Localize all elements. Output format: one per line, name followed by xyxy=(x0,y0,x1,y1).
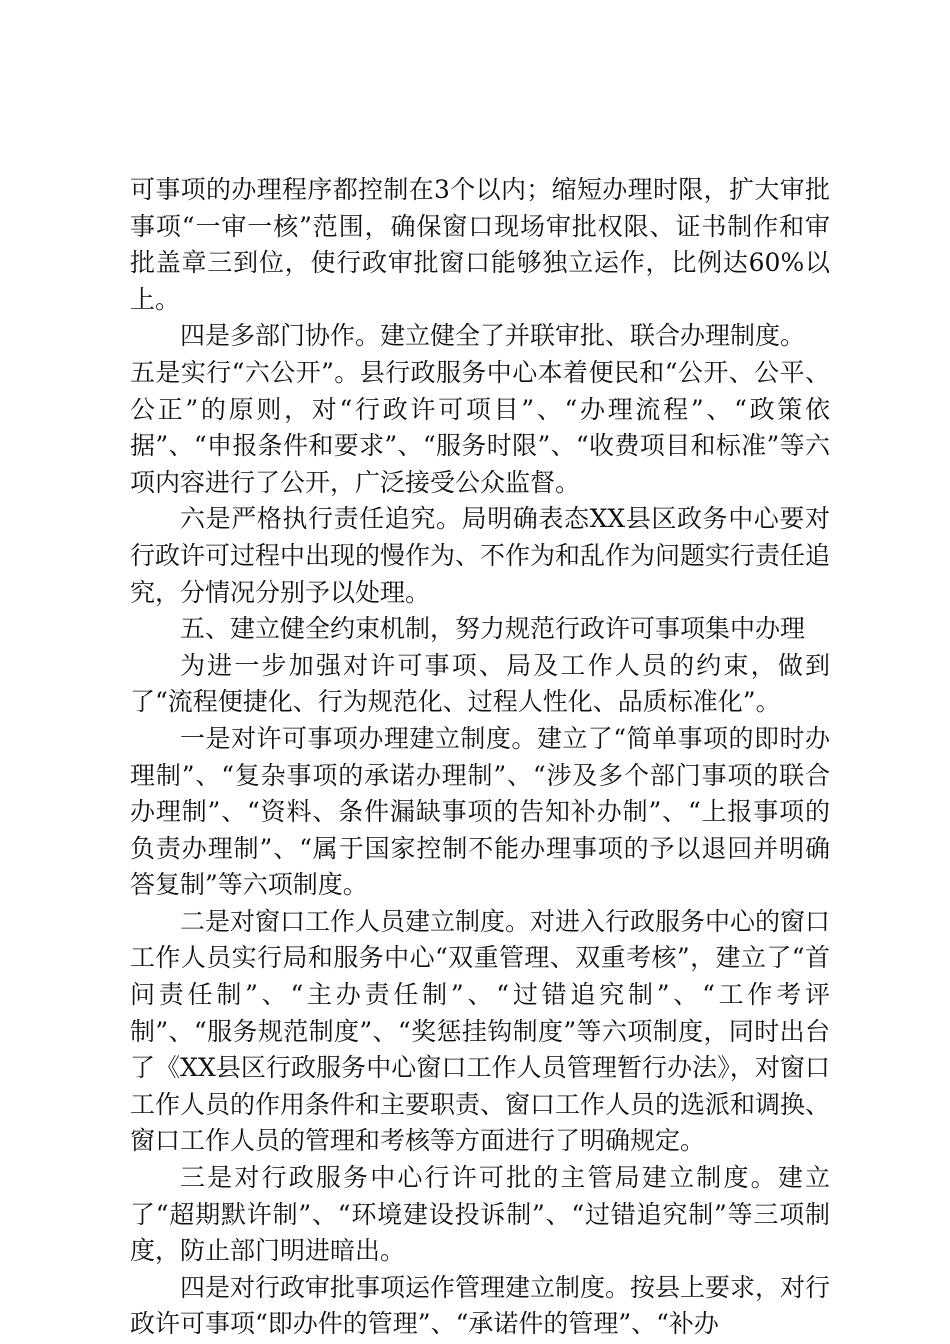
paragraph-8: 二是对窗口工作人员建立制度。对进入行政服务中心的窗口工作人员实行局和服务中心“双重管理、双重考核”，建立了“首问责任制”、“主办责任制”、“过错追究制”、“工作考评制”、“服务规范制度”、“奖惩挂钩制度”等六项制度，同时出台了《XX县区行政服务中心窗口工作人员管理暂行办法》，对窗口工作人员的作用条件和主要职责、窗口工作人员的选派和调换、窗口工作人员的管理和考核等方面进行了明确规定。 xyxy=(130,906,831,1156)
paragraph-1: 可事项的办理程序都控制在3个以内；缩短办理时限，扩大审批事项“一审一核”范围，确保窗口现场审批权限、证书制作和审批盖章三到位，使行政审批窗口能够独立运作，比例达60%以上。 xyxy=(130,175,830,314)
paragraph-4: 六是严格执行责任追究。局明确表态XX县区政务中心要对行政许可过程中出现的慢作为、不作为和乱作为问题实行责任追究，分情况分别予以处理。 xyxy=(130,504,831,607)
paragraph-2: 四是多部门协作。建立健全了并联审批、联合办理制度。 xyxy=(180,321,806,351)
section-heading: 五、建立健全约束机制，努力规范行政许可事项集中办理 xyxy=(180,614,806,644)
paragraph-7: 一是对许可事项办理建立制度。建立了“简单事项的即时办理制”、“复杂事项的承诺办理制”、“涉及多个部门事项的联合办理制”、“资料、条件漏缺事项的告知补办制”、“上报事项的负责办理制”、“属于国家控制不能办理事项的予以退回并明确答复制”等六项制度。 xyxy=(130,723,830,900)
paragraph-6: 为进一步加强对许可事项、局及工作人员的约束，做到了“流程便捷化、行为规范化、过程人性化、品质标准化”。 xyxy=(130,650,830,717)
paragraph-10: 四是对行政审批事项运作管理建立制度。按县上要求，对行政许可事项“即办件的管理”、“承诺件的管理”、“补办 xyxy=(130,1272,831,1339)
paragraph-9: 三是对行政服务中心行许可批的主管局建立制度。建立了“超期默许制”、“环境建设投诉制”、“过错追究制”等三项制度，防止部门明进暗出。 xyxy=(130,1163,830,1266)
paragraph-3: 五是实行“六公开”。县行政服务中心本着便民和“公开、公平、公正”的原则，对“行政许可项目”、“办理流程”、“政策依据”、“申报条件和要求”、“服务时限”、“收费项目和标准”等六项内容进行了公开，广泛接受公众监督。 xyxy=(130,357,830,497)
document-body xyxy=(130,172,830,1343)
